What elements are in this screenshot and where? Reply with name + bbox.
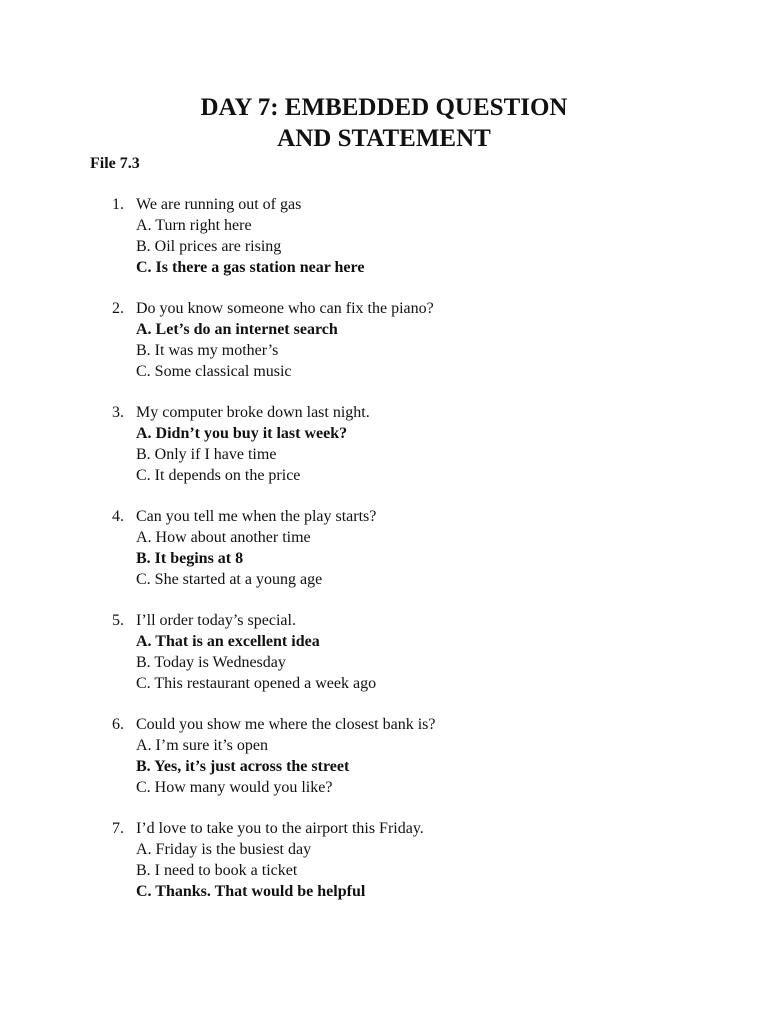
answer-option: C. How many would you like?	[136, 779, 333, 796]
answer-option-correct: B. Yes, it’s just across the street	[136, 758, 350, 775]
question-prompt: I’ll order today’s special.	[136, 612, 296, 629]
question-number: 1.	[112, 196, 124, 213]
question-number: 7.	[112, 820, 124, 837]
answer-option: C. It depends on the price	[136, 467, 301, 484]
question-number: 2.	[112, 300, 124, 317]
question-number: 4.	[112, 508, 124, 525]
answer-option-correct: C. Is there a gas station near here	[136, 259, 365, 276]
answer-option-correct: A. Didn’t you buy it last week?	[136, 425, 348, 442]
page-title-line-2: AND STATEMENT	[277, 125, 491, 152]
answer-option: A. How about another time	[136, 529, 311, 546]
answer-option: C. This restaurant opened a week ago	[136, 675, 377, 692]
question-number: 3.	[112, 404, 124, 421]
question-prompt: Could you show me where the closest bank is?	[136, 716, 436, 733]
answer-option: A. I’m sure it’s open	[136, 737, 268, 754]
answer-option: B. Only if I have time	[136, 446, 277, 463]
answer-option: C. Some classical music	[136, 363, 292, 380]
question-prompt: Can you tell me when the play starts?	[136, 508, 377, 525]
question-prompt: My computer broke down last night.	[136, 404, 370, 421]
answer-option: B. Oil prices are rising	[136, 238, 282, 255]
page-title-line-1: DAY 7: EMBEDDED QUESTION	[200, 94, 568, 121]
answer-option-correct: B. It begins at 8	[136, 550, 244, 567]
question-number: 6.	[112, 716, 124, 733]
question-prompt: We are running out of gas	[136, 196, 302, 213]
question-prompt: I’d love to take you to the airport this Friday.	[136, 820, 424, 837]
answer-option: B. I need to book a ticket	[136, 862, 298, 879]
answer-option-correct: C. Thanks. That would be helpful	[136, 883, 366, 900]
answer-option-correct: A. Let’s do an internet search	[136, 321, 338, 338]
answer-option: A. Turn right here	[136, 217, 252, 234]
question-number: 5.	[112, 612, 124, 629]
answer-option: B. Today is Wednesday	[136, 654, 286, 671]
answer-option-correct: A. That is an excellent idea	[136, 633, 320, 650]
question-prompt: Do you know someone who can fix the piano?	[136, 300, 434, 317]
answer-option: B. It was my mother’s	[136, 342, 279, 359]
answer-option: A. Friday is the busiest day	[136, 841, 312, 858]
answer-option: C. She started at a young age	[136, 571, 323, 588]
file-label: File 7.3	[90, 155, 140, 172]
